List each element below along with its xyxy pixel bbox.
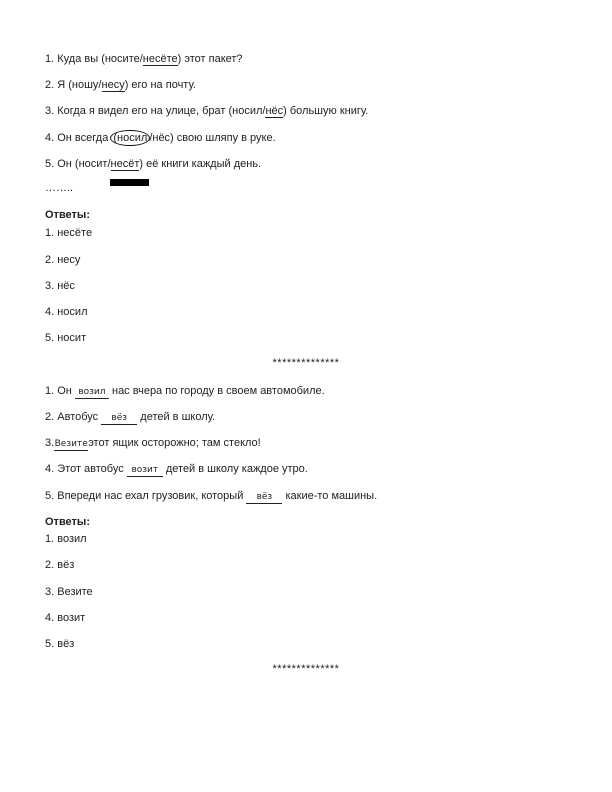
answer-1-2: 2. несу	[45, 254, 81, 266]
exercise-1-3	[45, 104, 368, 118]
sentence-start: Автобус	[57, 411, 102, 423]
option-correct-underlined: несёт	[110, 158, 140, 170]
handwritten-answer: вёз	[246, 492, 282, 504]
answer-2-5: 5. вёз	[45, 638, 75, 650]
handwritten-answer: вёз	[101, 413, 137, 425]
sentence-end: ) этот пакет?	[177, 53, 243, 65]
sentence-end: /нёс) свою шляпу в руке.	[149, 132, 276, 144]
exercise-2-4	[45, 462, 308, 477]
answer-2-3: 3. Везите	[45, 586, 93, 598]
sentence-start: Он всегда	[57, 132, 112, 144]
sentence-end: нас вчера по городу в своем автомобиле.	[108, 385, 325, 397]
exercise-2-1	[45, 384, 325, 399]
handwritten-answer: Везите	[54, 439, 88, 449]
exercise-1-4	[45, 131, 276, 145]
answer-1-4: 4. носил	[45, 306, 88, 318]
item-number: 1.	[45, 53, 55, 65]
sentence-end: ) его на почту.	[124, 79, 196, 91]
option-correct-underlined: нёс	[265, 105, 284, 117]
answer-2-4: 4. возит	[45, 612, 86, 624]
exercise-2-2	[45, 410, 215, 425]
sentence-start: Впереди нас ехал грузовик, который	[57, 490, 247, 502]
item-number: 5.	[45, 158, 55, 170]
sentence-start: Он (носит/	[57, 158, 111, 170]
sentence-end: ) её книги каждый день.	[139, 158, 262, 170]
handwritten-answer: возит	[127, 465, 163, 477]
item-number: 3.	[45, 437, 55, 449]
handwritten-answer: возил	[75, 387, 109, 399]
item-number: 2.	[45, 79, 55, 91]
exercise-2-3	[45, 436, 261, 451]
exercise-1-2	[45, 78, 196, 92]
separator: **************	[272, 357, 340, 369]
sentence-end: какие-то машины.	[282, 490, 378, 502]
answer-2-2: 2. вёз	[45, 559, 75, 571]
option-wrong: носите/	[104, 53, 143, 65]
sentence-start: Он	[57, 385, 75, 397]
item-number: 4.	[45, 132, 55, 144]
sentence-start: Я (ношу/	[57, 79, 102, 91]
option-correct-underlined: несёте	[142, 53, 178, 65]
answers-heading: Ответы:	[45, 516, 90, 528]
item-number: 2.	[45, 411, 55, 423]
redaction-bar	[110, 179, 149, 186]
ellipsis: ……..	[45, 182, 74, 194]
item-number: 5.	[45, 490, 55, 502]
answer-1-1: 1. несёте	[45, 227, 93, 239]
item-number: 3.	[45, 105, 55, 117]
item-number: 1.	[45, 385, 55, 397]
exercise-1-1	[45, 52, 243, 66]
answer-2-1: 1. возил	[45, 533, 87, 545]
answer-1-5: 5. носит	[45, 332, 87, 344]
exercise-1-5	[45, 157, 261, 171]
sentence-end: детей в школу каждое утро.	[162, 463, 308, 475]
sentence-start: Когда я видел его на улице, брат (носил/	[57, 105, 266, 117]
answer-1-3: 3. нёс	[45, 280, 75, 292]
answers-heading: Ответы:	[45, 209, 90, 221]
sentence-end: этот ящик осторожно; там стекло!	[88, 437, 261, 449]
option-correct-underlined: несу	[101, 79, 125, 91]
sentence-end: детей в школу.	[137, 411, 216, 423]
item-number: 4.	[45, 463, 55, 475]
sentence-start: Куда вы (	[57, 53, 105, 65]
exercise-2-5	[45, 489, 377, 504]
separator: **************	[272, 663, 340, 675]
sentence-start: Этот автобус	[57, 463, 127, 475]
option-correct-circled: (носил	[110, 130, 150, 146]
sentence-end: ) большую книгу.	[283, 105, 369, 117]
